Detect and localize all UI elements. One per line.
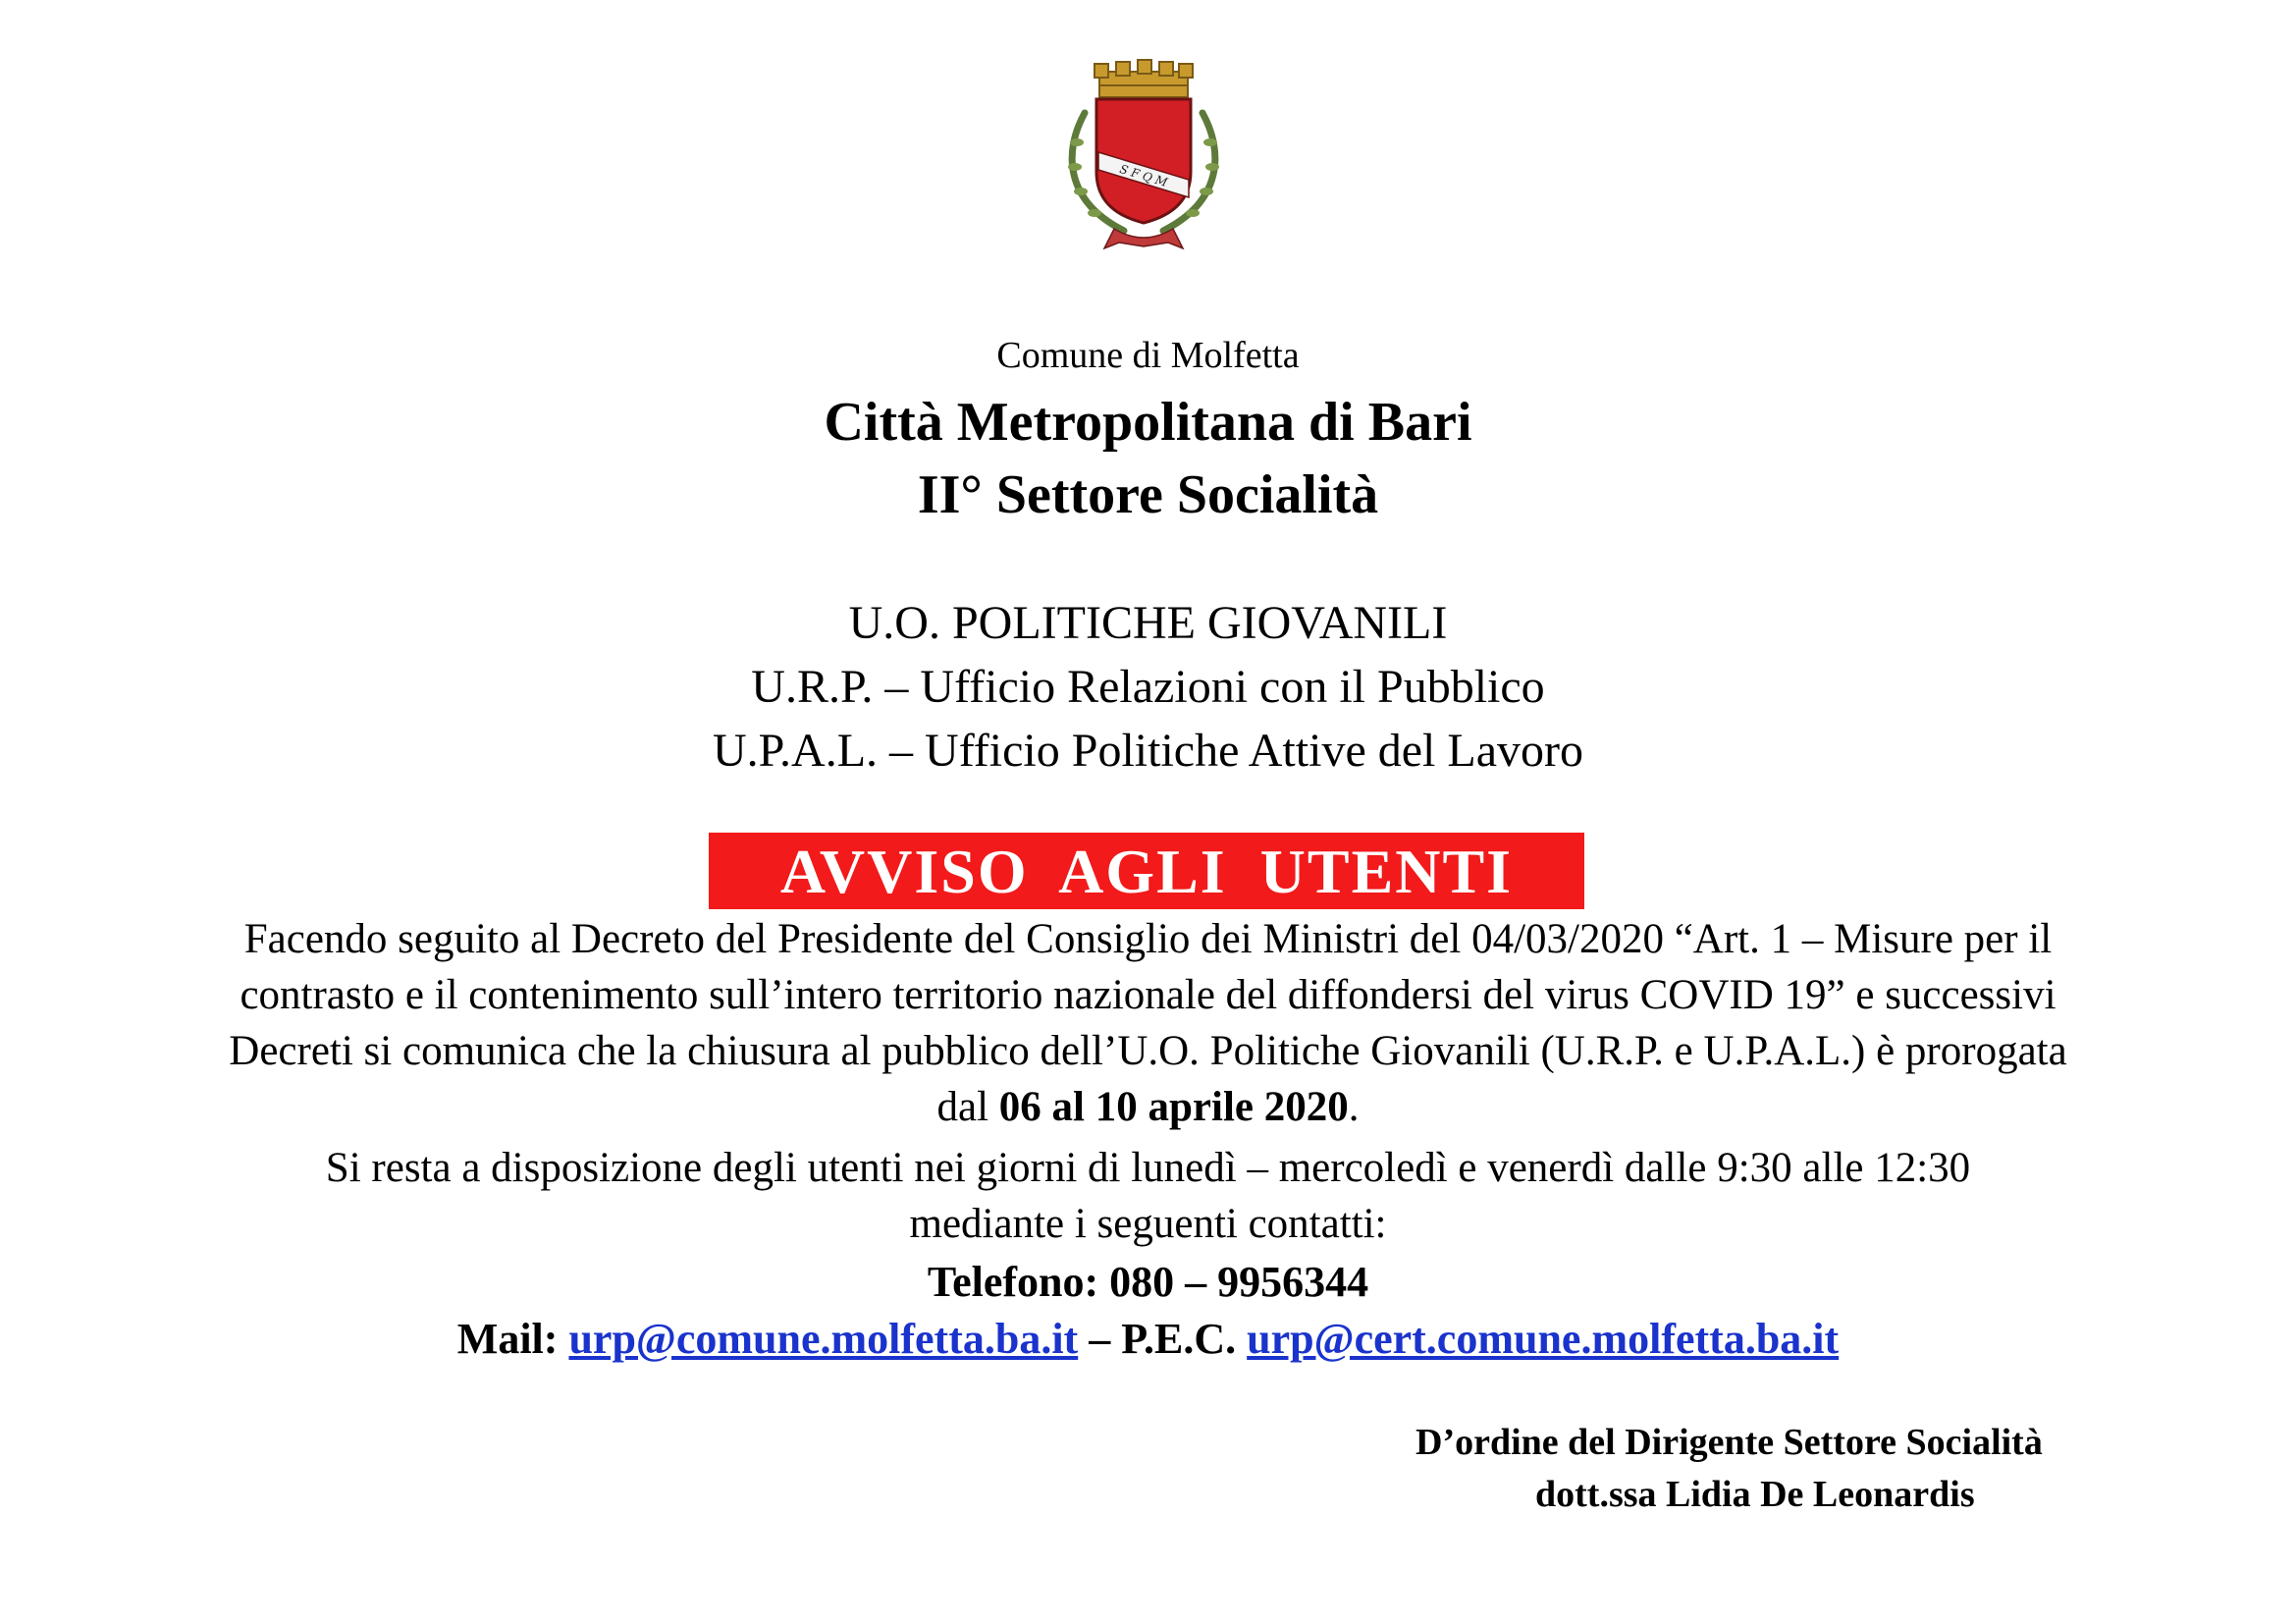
notice-body-line: contrasto e il contenimento sull’intero territorio nazionale del diffondersi del virus COVID 19” e successivi: [240, 972, 2056, 1018]
svg-text:S F Q M: S F Q M: [1117, 161, 1170, 190]
notice-body-line: mediante i seguenti contatti:: [909, 1201, 1387, 1247]
signature-line-2: dott.ssa Lidia De Leonardis: [1535, 1474, 1975, 1515]
office-urp: U.R.P. – Ufficio Relazioni con il Pubblico: [751, 661, 1545, 713]
metropolitan-city-title: Città Metropolitana di Bari: [824, 392, 1472, 453]
notice-title-banner: AVVISO AGLI UTENTI: [709, 833, 1584, 909]
dates-suffix: .: [1348, 1084, 1360, 1130]
notice-dates-line: [0, 1083, 2296, 1131]
mail-label: Mail:: [456, 1315, 569, 1363]
pec-email-link[interactable]: urp@cert.comune.molfetta.ba.it: [1247, 1315, 1840, 1363]
closure-dates: 06 al 10 aprile 2020: [998, 1084, 1349, 1130]
sector-title: II° Settore Socialità: [917, 464, 1379, 525]
notice-body-line: Si resta a disposizione degli utenti nei giorni di lunedì – mercoledì e venerdì dalle 9:30 alle 12:30: [325, 1145, 1971, 1191]
office-upal: U.P.A.L. – Ufficio Politiche Attive del Lavoro: [713, 725, 1583, 777]
notice-body-line: Decreti si comunica che la chiusura al pubblico dell’U.O. Politiche Giovanili (U.R.P. e U.P.A.L.) è prorogata: [229, 1028, 2067, 1074]
phone-contact: Telefono: 080 – 9956344: [927, 1258, 1369, 1306]
crown-icon: [1095, 60, 1193, 97]
molfetta-coat-of-arms-icon: [1055, 54, 1232, 265]
email-contacts: [0, 1314, 2296, 1364]
signature-line-1: D’ordine del Dirigente Settore Socialità: [1415, 1422, 2043, 1463]
email-link[interactable]: urp@comune.molfetta.ba.it: [568, 1315, 1079, 1363]
dates-prefix: dal: [936, 1084, 999, 1130]
office-youth-policies: U.O. POLITICHE GIOVANILI: [848, 597, 1448, 649]
notice-body-line: Facendo seguito al Decreto del Presidente del Consiglio dei Ministri del 04/03/2020 “Art. 1 – Misure per il: [243, 916, 2053, 962]
pec-label: – P.E.C.: [1078, 1315, 1248, 1363]
municipality-name: Comune di Molfetta: [996, 335, 1300, 376]
